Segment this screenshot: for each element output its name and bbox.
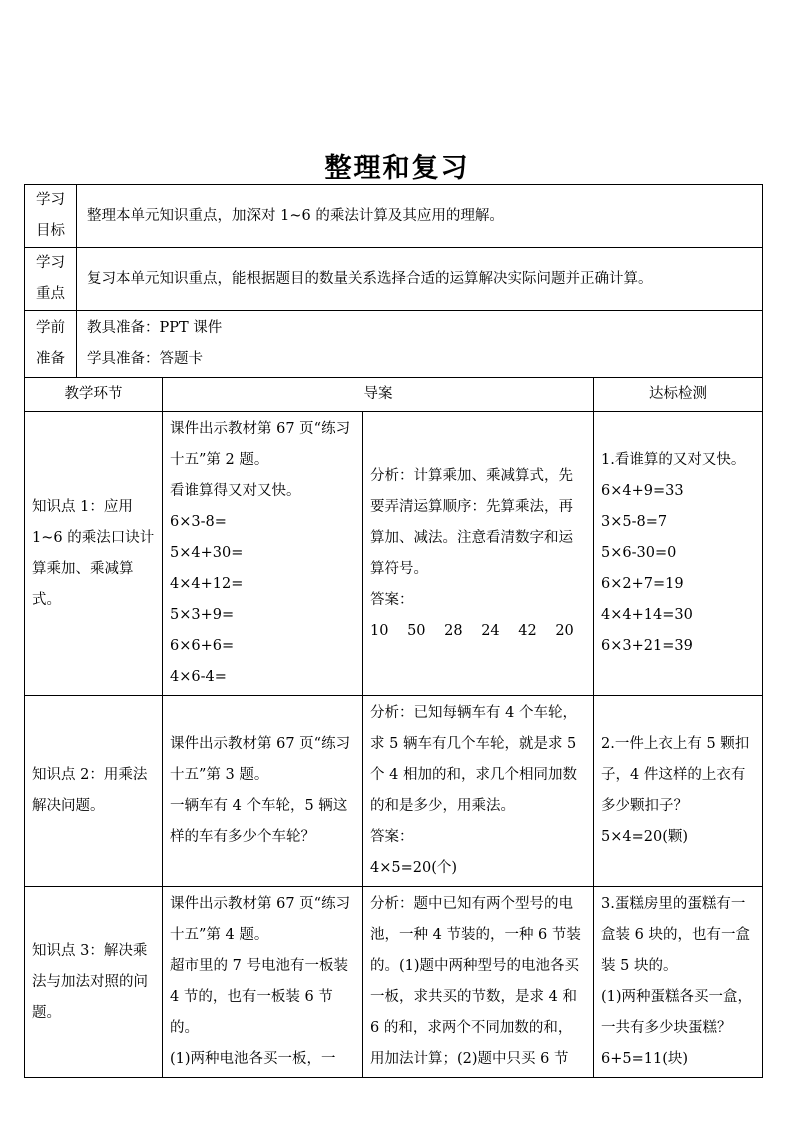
section-row-1 — [25, 412, 763, 696]
guide-left-2: 课件出示教材第 67 页“练习十五”第 3 题。 一辆车有 4 个车轮，5 辆这样的车有多少个车轮？ — [163, 696, 363, 887]
label-preparation: 学前 准备 — [25, 311, 77, 378]
page-title: 整理和复习 — [324, 153, 470, 184]
check-3: 3.蛋糕房里的蛋糕有一盒装 6 块的，也有一盒装 5 块的。 (1)两种蛋糕各买一盒，一共有多少块蛋糕？ 6+5=11(块) — [594, 887, 763, 1078]
content-learning-focus: 复习本单元知识重点，能根据题目的数量关系选择合适的运算解决实际问题并正确计算。 — [77, 248, 763, 311]
section-row-3 — [25, 887, 763, 1078]
row-learning-goal — [25, 185, 763, 248]
knowledge-point-3: 知识点 3：解决乘法与加法对照的问题。 — [25, 887, 163, 1078]
header-row — [25, 378, 763, 412]
guide-right-3: 分析：题中已知有两个型号的电池，一种 4 节装的，一种 6 节装的。(1)题中两种型号的电池各买一板，求共买的节数，是求 4 和 6 的和，求两个不同加数的和，用加法计算；(2)题中只买 6 节 — [363, 887, 594, 1078]
row-preparation — [25, 311, 763, 378]
guide-left-1: 课件出示教材第 67 页“练习十五”第 2 题。 看谁算得又对又快。 6×3-8= 5×4+30= 4×4+12= 5×3+9= 6×6+6= 4×6-4= — [163, 412, 363, 696]
header-stage: 教学环节 — [25, 378, 163, 412]
lesson-plan-table — [24, 184, 762, 1078]
check-2: 2.一件上衣上有 5 颗扣子，4 件这样的上衣有多少颗扣子？ 5×4=20(颗) — [594, 696, 763, 887]
knowledge-point-2: 知识点 2：用乘法解决问题。 — [25, 696, 163, 887]
header-guide: 导案 — [163, 378, 594, 412]
check-1: 1.看谁算的又对又快。 6×4+9=33 3×5-8=7 5×6-30=0 6×2+7=19 4×4+14=30 6×3+21=39 — [594, 412, 763, 696]
guide-left-3: 课件出示教材第 67 页“练习十五”第 4 题。 超市里的 7 号电池有一板装 4 节的，也有一板装 6 节的。 (1)两种电池各买一板，一 — [163, 887, 363, 1078]
row-learning-focus — [25, 248, 763, 311]
content-preparation: 教具准备：PPT 课件 学具准备：答题卡 — [77, 311, 763, 378]
label-learning-goal: 学习 目标 — [25, 185, 77, 248]
label-learning-focus: 学习 重点 — [25, 248, 77, 311]
section-row-2 — [25, 696, 763, 887]
answer-list-1: 10 50 28 24 42 20 — [370, 622, 574, 639]
knowledge-point-1: 知识点 1：应用 1~6 的乘法口诀计算乘加、乘减算式。 — [25, 412, 163, 696]
guide-right-2: 分析：已知每辆车有 4 个车轮，求 5 辆车有几个车轮，就是求 5 个 4 相加的和，求几个相同加数的和是多少，用乘法。 答案： 4×5=20(个) — [363, 696, 594, 887]
guide-right-1: 分析：计算乘加、乘减算式，先要弄清运算顺序：先算乘法，再算加、减法。注意看清数字和运算符号。 答案： 10 50 28 24 42 20 — [363, 412, 594, 696]
content-learning-goal: 整理本单元知识重点，加深对 1~6 的乘法计算及其应用的理解。 — [77, 185, 763, 248]
header-check: 达标检测 — [594, 378, 763, 412]
